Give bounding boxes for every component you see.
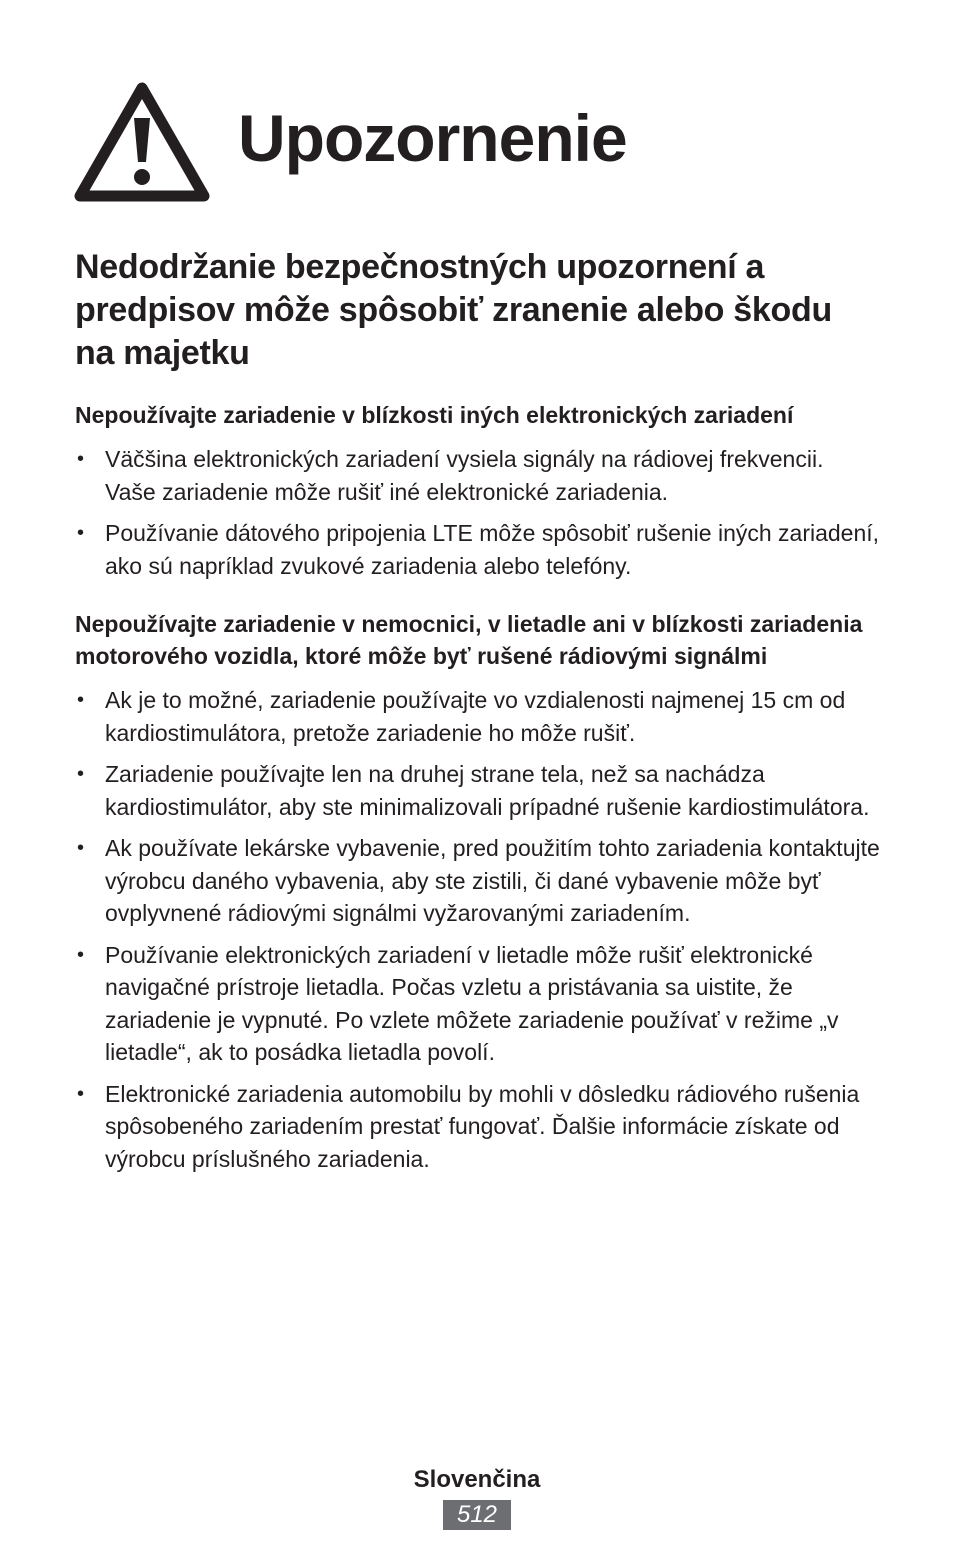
bullet-list-electronic-devices <box>75 443 880 582</box>
list-item-text: Väčšina elektronických zariadení vysiela signály na rádiovej frekvencii. Vaše zariadenie môže rušiť iné elektronické zariadenia. <box>105 446 824 505</box>
list-item-text: Zariadenie používajte len na druhej strane tela, než sa nachádza kardiostimulátor, aby ste minimalizovali prípadné rušenie kardiostimulátora. <box>105 761 870 820</box>
bullet-icon: • <box>77 763 85 785</box>
section-heading: Nedodržanie bezpečnostných upozornení a predpisov môže spôsobiť zranenie alebo škodu na majetku <box>75 248 832 372</box>
list-item <box>75 1078 880 1176</box>
list-item <box>75 939 880 1069</box>
list-item-text: Používanie elektronických zariadení v lietadle môže rušiť elektronické navigačné prístroje lietadla. Počas vzletu a pristávania sa uistite, že zariadenie je vypnuté. Po vzlete môžete zariadenie používať v režime „v lietadle“, ak to posádka lietadla povolí. <box>105 941 839 1065</box>
bullet-icon: • <box>77 943 85 966</box>
bullet-list-hospital-aircraft <box>75 684 880 1175</box>
list-item-text: Používanie dátového pripojenia LTE môže spôsobiť rušenie iných zariadení, ako sú napríklad zvukové zariadenia alebo telefóny. <box>105 520 880 579</box>
list-item <box>75 443 880 508</box>
list-item-text: Ak je to možné, zariadenie používajte vo vzdialenosti najmenej 15 cm od kardiostimulátora, pretože zariadenie ho môže rušiť. <box>105 687 846 746</box>
bullet-icon: • <box>77 522 85 544</box>
bullet-icon: • <box>77 448 85 470</box>
list-item-text: Ak používate lekárske vybavenie, pred použitím tohto zariadenia kontaktujte výrobcu daného vybavenia, aby ste zistili, či dané vybavenie môže byť ovplyvnené rádiovými signálmi vyžarovanými zariadením. <box>105 835 880 926</box>
page-footer <box>0 1464 954 1530</box>
bullet-icon: • <box>77 837 85 859</box>
list-item <box>75 832 880 930</box>
bullet-icon: • <box>77 689 85 711</box>
list-item <box>75 517 880 582</box>
page-header <box>74 80 627 204</box>
list-item <box>75 758 880 823</box>
main-content <box>75 246 880 1184</box>
list-item-text: Elektronické zariadenia automobilu by mohli v dôsledku rádiového rušenia spôsobeného zariadením prestať fungovať. Ďalšie informácie získate od výrobcu príslušného zariadenia. <box>105 1080 860 1172</box>
page-number-badge: 512 <box>443 1500 511 1530</box>
subheading-hospital-aircraft: Nepoužívajte zariadenie v nemocnici, v lietadle ani v blízkosti zariadenia motorového vozidla, ktoré môže byť rušené rádiovými signálmi <box>75 611 863 669</box>
bullet-icon: • <box>77 1082 85 1105</box>
subheading-electronic-devices: Nepoužívajte zariadenie v blízkosti iných elektronických zariadení <box>75 402 794 428</box>
footer-language: Slovenčina <box>413 1466 541 1493</box>
warning-triangle-icon <box>74 80 210 204</box>
page-title: Upozornenie <box>238 101 627 175</box>
list-item <box>75 684 880 749</box>
